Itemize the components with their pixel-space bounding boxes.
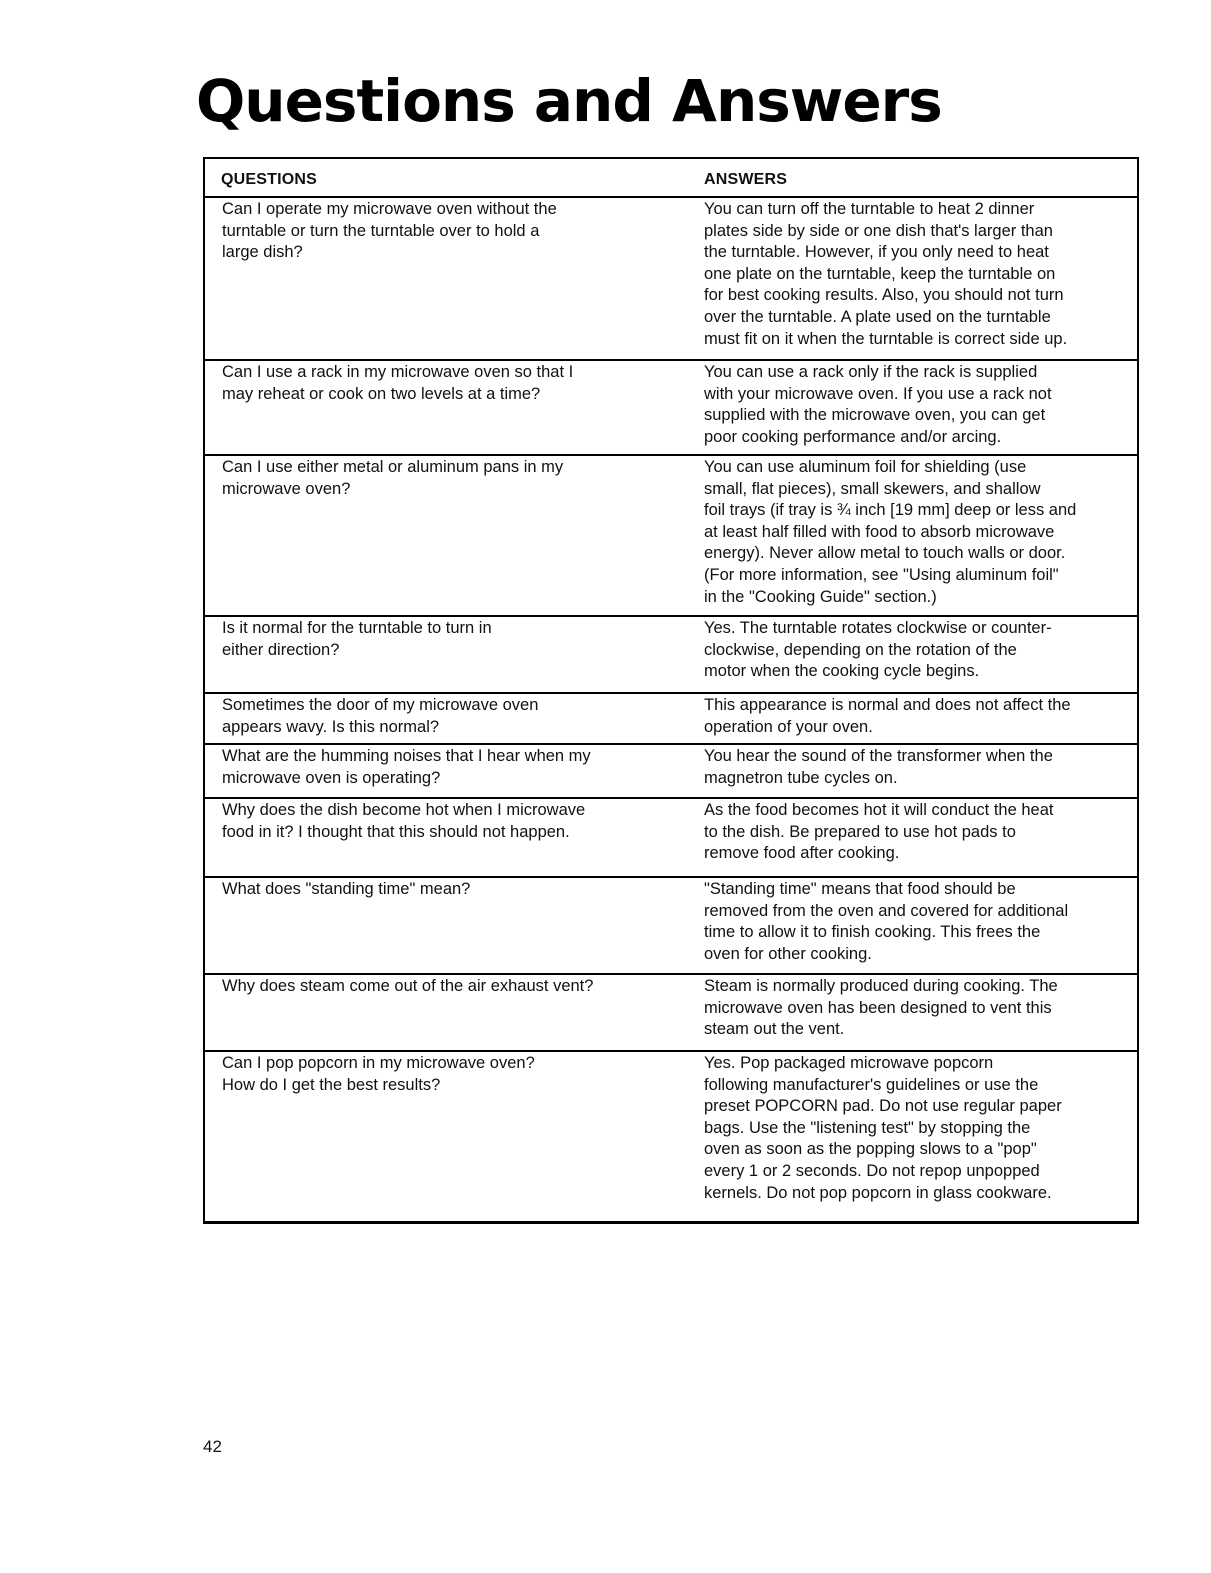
question-text: Can I use a rack in my microwave oven so that I may reheat or cook on two levels at a time? [222, 363, 574, 403]
table-row [203, 196, 1139, 359]
page-title: Questions and Answers [196, 67, 942, 135]
answer-text: Yes. The turntable rotates clockwise or counter- clockwise, depending on the rotation of the motor when the cooking cycle begins. [704, 619, 1052, 681]
questions-column-header: QUESTIONS [221, 171, 318, 188]
question-text: Can I use either metal or aluminum pans in my microwave oven? [222, 458, 564, 498]
question-text: What are the humming noises that I hear when my microwave oven is operating? [222, 747, 591, 787]
answer-text: "Standing time" means that food should be removed from the oven and covered for additional time to allow it to finish cooking. This frees the oven for other cooking. [704, 880, 1069, 963]
question-text: Is it normal for the turntable to turn in either direction? [222, 619, 492, 659]
answer-text: You can use a rack only if the rack is supplied with your microwave oven. If you use a rack not supplied with the microwave oven, you can get poor cooking performance and/or arcing. [704, 363, 1052, 446]
question-text: Why does the dish become hot when I microwave food in it? I thought that this should not happen. [222, 801, 586, 841]
table-row [203, 359, 1139, 454]
table-row [203, 743, 1139, 797]
answer-text: Steam is normally produced during cooking. The microwave oven has been designed to vent this steam out the vent. [704, 977, 1058, 1039]
page-number: 42 [203, 1437, 222, 1456]
table-row [203, 1050, 1139, 1222]
table-row [203, 876, 1139, 973]
question-text: What does "standing time" mean? [222, 880, 471, 898]
question-text: Why does steam come out of the air exhaust vent? [222, 977, 594, 995]
answer-text: As the food becomes hot it will conduct the heat to the dish. Be prepared to use hot pads to remove food after cooking. [704, 801, 1054, 863]
answer-text: Yes. Pop packaged microwave popcorn following manufacturer's guidelines or use the preset POPCORN pad. Do not use regular paper bags. Use the "listening test" by stopping the oven as soon as the popping slows to a "pop" every 1 or 2 seconds. Do not repop unpopped kernels. Do not pop popcorn in glass cookware. [704, 1054, 1062, 1202]
table-row [203, 797, 1139, 876]
question-text: Can I operate my microwave oven without the turntable or turn the turntable over to hold a large dish? [222, 200, 557, 262]
table-row [203, 973, 1139, 1050]
answer-text: This appearance is normal and does not affect the operation of your oven. [704, 696, 1071, 736]
answer-text: You can turn off the turntable to heat 2 dinner plates side by side or one dish that's larger than the turntable. However, if you only need to heat one plate on the turntable, keep the turntable on for best cooking results. Also, you should not turn over the turntable. A plate used on the turntable must fit on it when the turntable is correct side up. [704, 200, 1068, 348]
answers-column-header: ANSWERS [704, 171, 788, 188]
question-text: Can I pop popcorn in my microwave oven? How do I get the best results? [222, 1054, 535, 1094]
answer-text: You can use aluminum foil for shielding (use small, flat pieces), small skewers, and shallow foil trays (if tray is ¾ inch [19 mm] deep or less and at least half filled with food to absorb microwave energy). Never allow metal to touch walls or door. (For more information, see "Using aluminum foil" in the "Cooking Guide" section.) [704, 458, 1077, 606]
table-row [203, 615, 1139, 692]
table-row [203, 454, 1139, 615]
question-text: Sometimes the door of my microwave oven appears wavy. Is this normal? [222, 696, 539, 736]
table-row [203, 692, 1139, 743]
answer-text: You hear the sound of the transformer when the magnetron tube cycles on. [704, 747, 1053, 787]
